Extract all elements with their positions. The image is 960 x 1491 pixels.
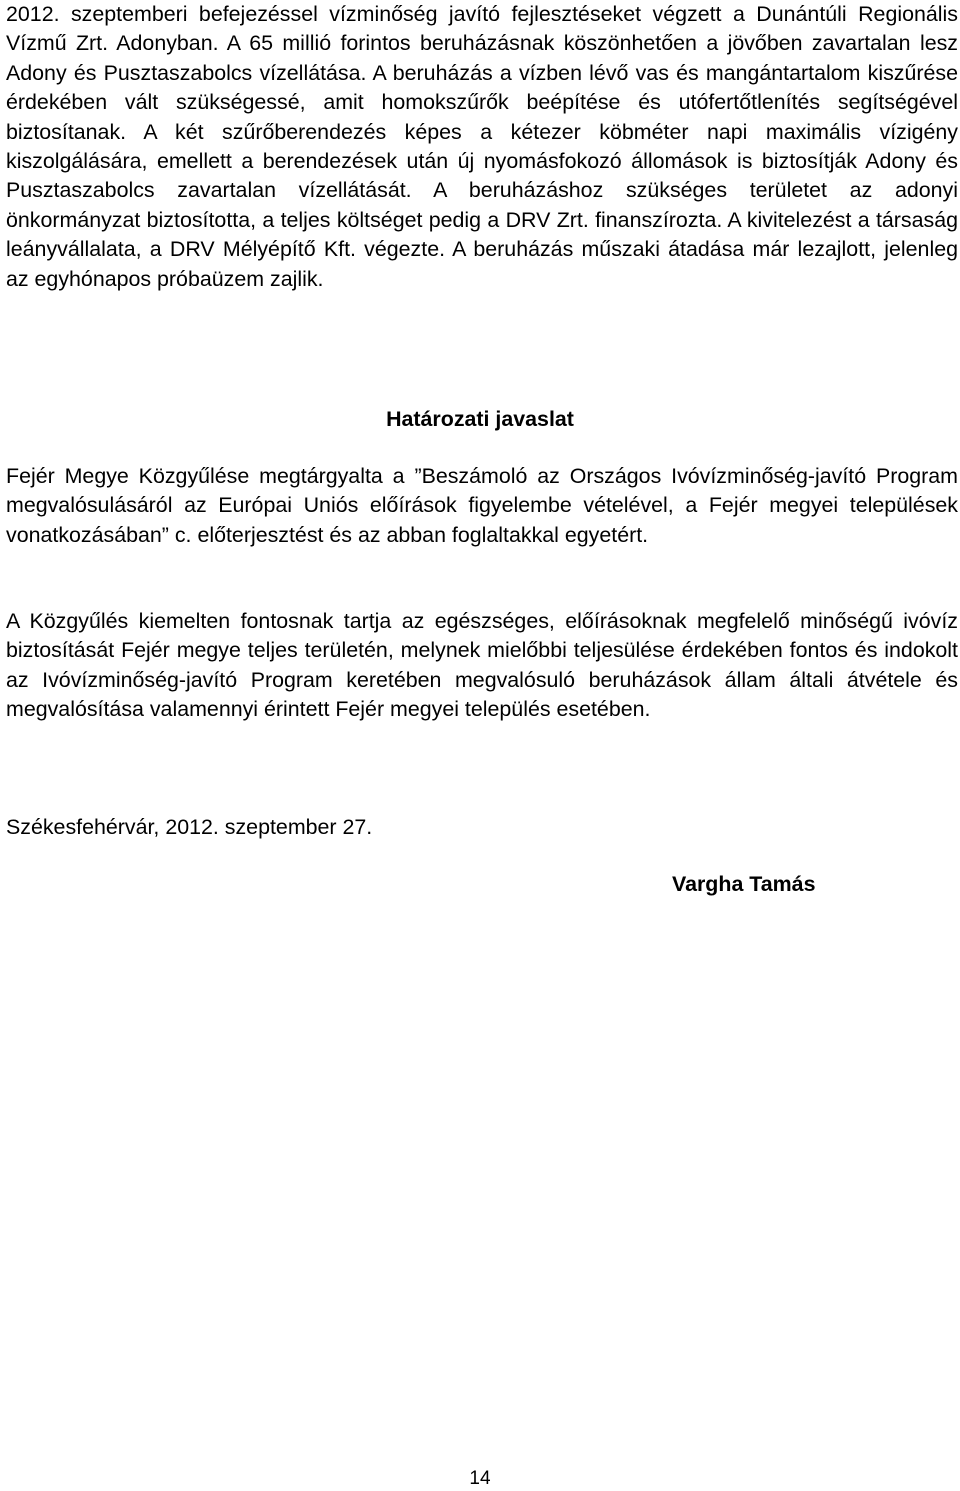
resolution-paragraph: Fejér Megye Közgyűlése megtárgyalta a ”Beszámoló az Országos Ivóvízminőség-javító Program megvalósulásáról az Európai Uniós előírások figyelembe vételével, a Fejér megyei települések vonatkozásában” c. előterjesztést és az abban foglaltakkal egyetért. <box>6 464 958 547</box>
resolution-heading: Határozati javaslat <box>386 407 574 431</box>
page-number: 14 <box>469 1468 491 1489</box>
intro-paragraph: 2012. szeptemberi befejezéssel vízminőség javító fejlesztéseket végzett a Dunántúli Regionális Vízmű Zrt. Adonyban. A 65 millió forintos beruházásnak köszönhetően a jövőben zavartalan lesz Adony és Pusztaszabolcs vízellátása. A beruházás a vízben lévő vas és mangántartalom kiszűrése érdekében vált szükségessé, amit homokszűrők beépítése és utófertőtlenítés segítségével biztosítanak. A két szűrőberendezés képes a kétezer köbméter napi maximális vízigény kiszolgálására, emellett a berendezések után új nyomásfokozó állomások is biztosítják Adony és Pusztaszabolcs zavartalan vízellátását. A beruházáshoz szükséges területet az adonyi önkormányzat biztosította, a teljes költséget pedig a DRV Zrt. finanszírozta. A kivitelezést a társaság leányvállalata, a DRV Mélyépítő Kft. végezte. A beruházás műszaki átadása már lezajlott, jelenleg az egyhónapos próbaüzem zajlik. <box>6 2 958 291</box>
place-date: Székesfehérvár, 2012. szeptember 27. <box>6 815 373 839</box>
emphasis-paragraph: A Közgyűlés kiemelten fontosnak tartja az egészséges, előírásoknak megfelelő minőségű ivóvíz biztosítását Fejér megye teljes területén, melynek mielőbbi teljesülése érdekében fontos és indokolt az Ivóvízminőség-javító Program keretében megvalósuló beruházások állam általi átvétele és megvalósítása valamennyi érintett Fejér megyei település esetében. <box>6 609 958 722</box>
signatory-name: Vargha Tamás <box>672 872 816 896</box>
